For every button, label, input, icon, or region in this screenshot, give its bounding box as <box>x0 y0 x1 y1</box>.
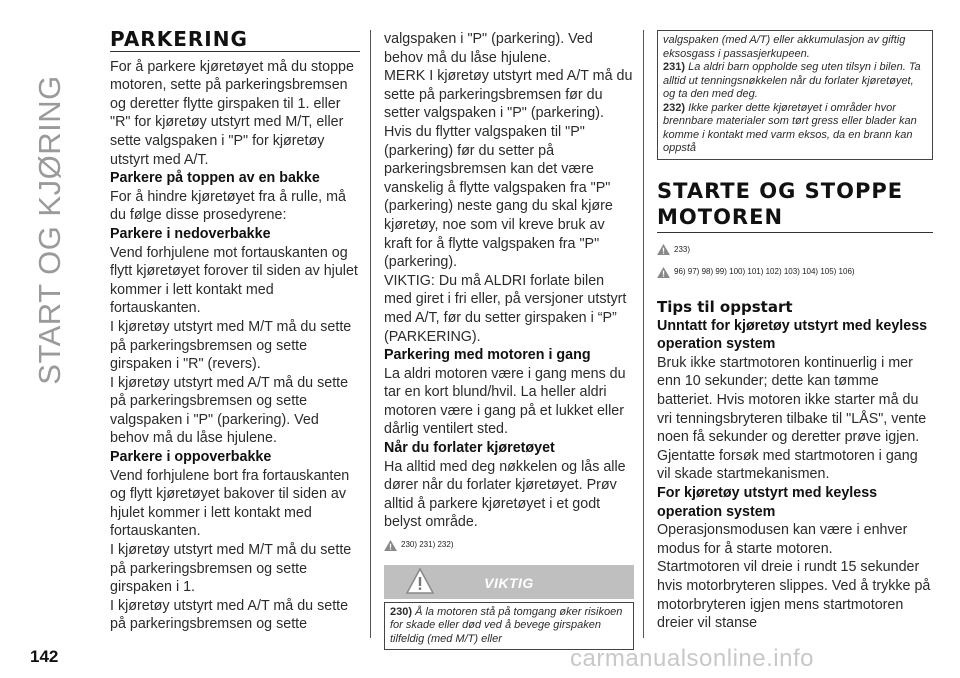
watermark: carmanualsonline.info <box>570 645 814 672</box>
chapter-side-title <box>30 75 70 385</box>
paragraph: Startmotoren vil dreie i rundt 15 sekunder hvis motorbryteren slippes. Ved å trykke på motorbryteren igjen mens startmotoren dreier vil stanse <box>657 559 931 632</box>
paragraph: Bruk ikke startmotoren kontinuerlig i mer enn 10 sekunder; dette kan tømme batteriet. Hvis motoren ikke starter må du vri tenningsbryteren tilbake til "LÅS", vente noen få sekunder og deretter prøve igjen. Gjentatte forsøk med startmotoren i gang vil skade startmekanismen. <box>657 354 927 483</box>
subheading: For kjøretøy utstyrt med keyless operation system <box>657 485 878 520</box>
note-text: La aldri barn oppholde seg uten tilsyn i bilen. Ta alltid ut tenningsnøkkelen når du forlater kjøretøyet, og ta den med deg. <box>663 61 921 100</box>
warning-triangle-icon <box>384 540 397 551</box>
subheading: Parkere i oppoverbakke <box>110 449 272 466</box>
warning-ref-numbers: 230) 231) 232) <box>401 540 454 550</box>
paragraph: Operasjonsmodusen kan være i enhver modus for å starte motoren. <box>657 522 908 557</box>
chapter-title-text: START OG KJØRING <box>32 75 67 385</box>
column-3 <box>657 30 933 633</box>
paragraph: valgspaken i "P" (parkering). Ved behov må du låse hjulene. <box>384 31 593 66</box>
note-text: Ikke parker dette kjøretøyet i områder hvor brennbare materialer som tørt gress eller blader kan komme i kontakt med varm eksos, da en brann kan oppstå <box>663 101 917 154</box>
subheading: Parkere på toppen av en bakke <box>110 170 320 187</box>
paragraph: I kjøretøy utstyrt med M/T må du sette på parkeringsbremsen og sette girspaken i "R" (revers). <box>110 318 352 373</box>
paragraph: For å parkere kjøretøyet må du stoppe motoren, sette på parkeringsbremsen og deretter flytte girspaken til 1. eller "R" for kjøretøy utstyrt med M/T, eller sette valgspaken i "P" for kjøretøy utstyrt med A/T. <box>110 58 354 168</box>
warning-refs <box>657 241 933 260</box>
note-text: Å la motoren stå på tomgang øker risikoen for skade eller død ved å bevege girspaken tilfeldig (med M/T) eller <box>390 605 623 645</box>
section-heading-starte: STARTE OG STOPPE MOTOREN <box>657 178 933 233</box>
paragraph: VIKTIG: Du må ALDRI forlate bilen med giret i fri eller, på versjoner utstyrt med A/T, før du setter girspaken i “P” (PARKERING). <box>384 272 627 345</box>
viktig-box-header <box>384 565 634 599</box>
note-number: 231) <box>663 61 686 73</box>
caution-triangle-icon <box>657 267 670 278</box>
paragraph: Vend forhjulene bort fra fortauskanten og flytt kjøretøyet bakover til siden av hjulet kommer i lett kontakt med fortauskanten. <box>110 467 350 540</box>
warning-triangle-icon <box>657 244 670 255</box>
subheading: Parkere i nedoverbakke <box>110 225 271 242</box>
subsection-heading: Tips til oppstart <box>657 297 793 316</box>
warning-note-box <box>384 602 634 651</box>
caution-refs <box>657 263 933 282</box>
warning-refs <box>384 536 634 555</box>
note-number: 232) <box>663 101 686 114</box>
note-number: 230) <box>390 605 413 618</box>
column-divider <box>370 30 371 638</box>
column-divider <box>643 30 644 638</box>
paragraph: La aldri motoren være i gang mens du tar en kort blund/hvil. La heller aldri motoren være i gang på et lukket eller dårlig ventilert sted. <box>384 365 626 438</box>
paragraph: I kjøretøy utstyrt med A/T må du sette på parkeringsbremsen og sette <box>110 597 349 633</box>
paragraph: I kjøretøy utstyrt med M/T må du sette på parkeringsbremsen og sette girspaken i 1. <box>110 542 352 596</box>
warning-note-box-continued <box>657 30 933 160</box>
paragraph: Ha alltid med deg nøkkelen og lås alle dører når du forlater kjøretøyet. Prøv alltid å parkere kjøretøyet i et godt belyst område. <box>384 458 626 531</box>
subheading: Når du forlater kjøretøyet <box>384 440 555 457</box>
subheading: Unntatt for kjøretøy utstyrt med keyless operation system <box>657 317 928 353</box>
paragraph: MERK I kjøretøy utstyrt med A/T må du sette på parkeringsbremsen før du setter valgspaken i "P" (parkering). Hvis du flytter valgspaken til "P" (parkering) før du setter på parkeringsbremsen kan det være vanskelig å flytte valgspaken fra "P" (parkering) neste gang du skal kjøre kjøretøy, noe som vil kreve bruk av kraft for å flytte valgspaken fra "P" (parkering). <box>384 68 633 271</box>
column-2 <box>384 30 634 650</box>
paragraph: Vend forhjulene mot fortauskanten og flytt kjøretøyet forover til siden av hjulet kommer i lett kontakt med fortauskanten. <box>110 244 358 317</box>
page-number: 142 <box>30 647 59 666</box>
caution-ref-numbers: 96) 97) 98) 99) 100) 101) 102) 103) 104) 105) 106) <box>674 267 855 277</box>
subheading: Parkering med motoren i gang <box>384 347 591 364</box>
viktig-label: VIKTIG <box>484 574 534 591</box>
paragraph: For å hindre kjøretøyet fra å rulle, må du følge disse prosedyrene: <box>110 188 346 224</box>
section-heading-parkering: PARKERING <box>110 30 360 52</box>
note-text: valgspaken (med A/T) eller akkumulasjon av giftig eksosgass i passasjerkupeen. <box>663 34 906 60</box>
column-1 <box>110 27 360 634</box>
paragraph: I kjøretøy utstyrt med A/T må du sette på parkeringsbremsen og sette valgspaken i "P" (parkering). Ved behov må du låse hjulene. <box>110 374 349 447</box>
warning-ref-numbers: 233) <box>674 244 691 254</box>
